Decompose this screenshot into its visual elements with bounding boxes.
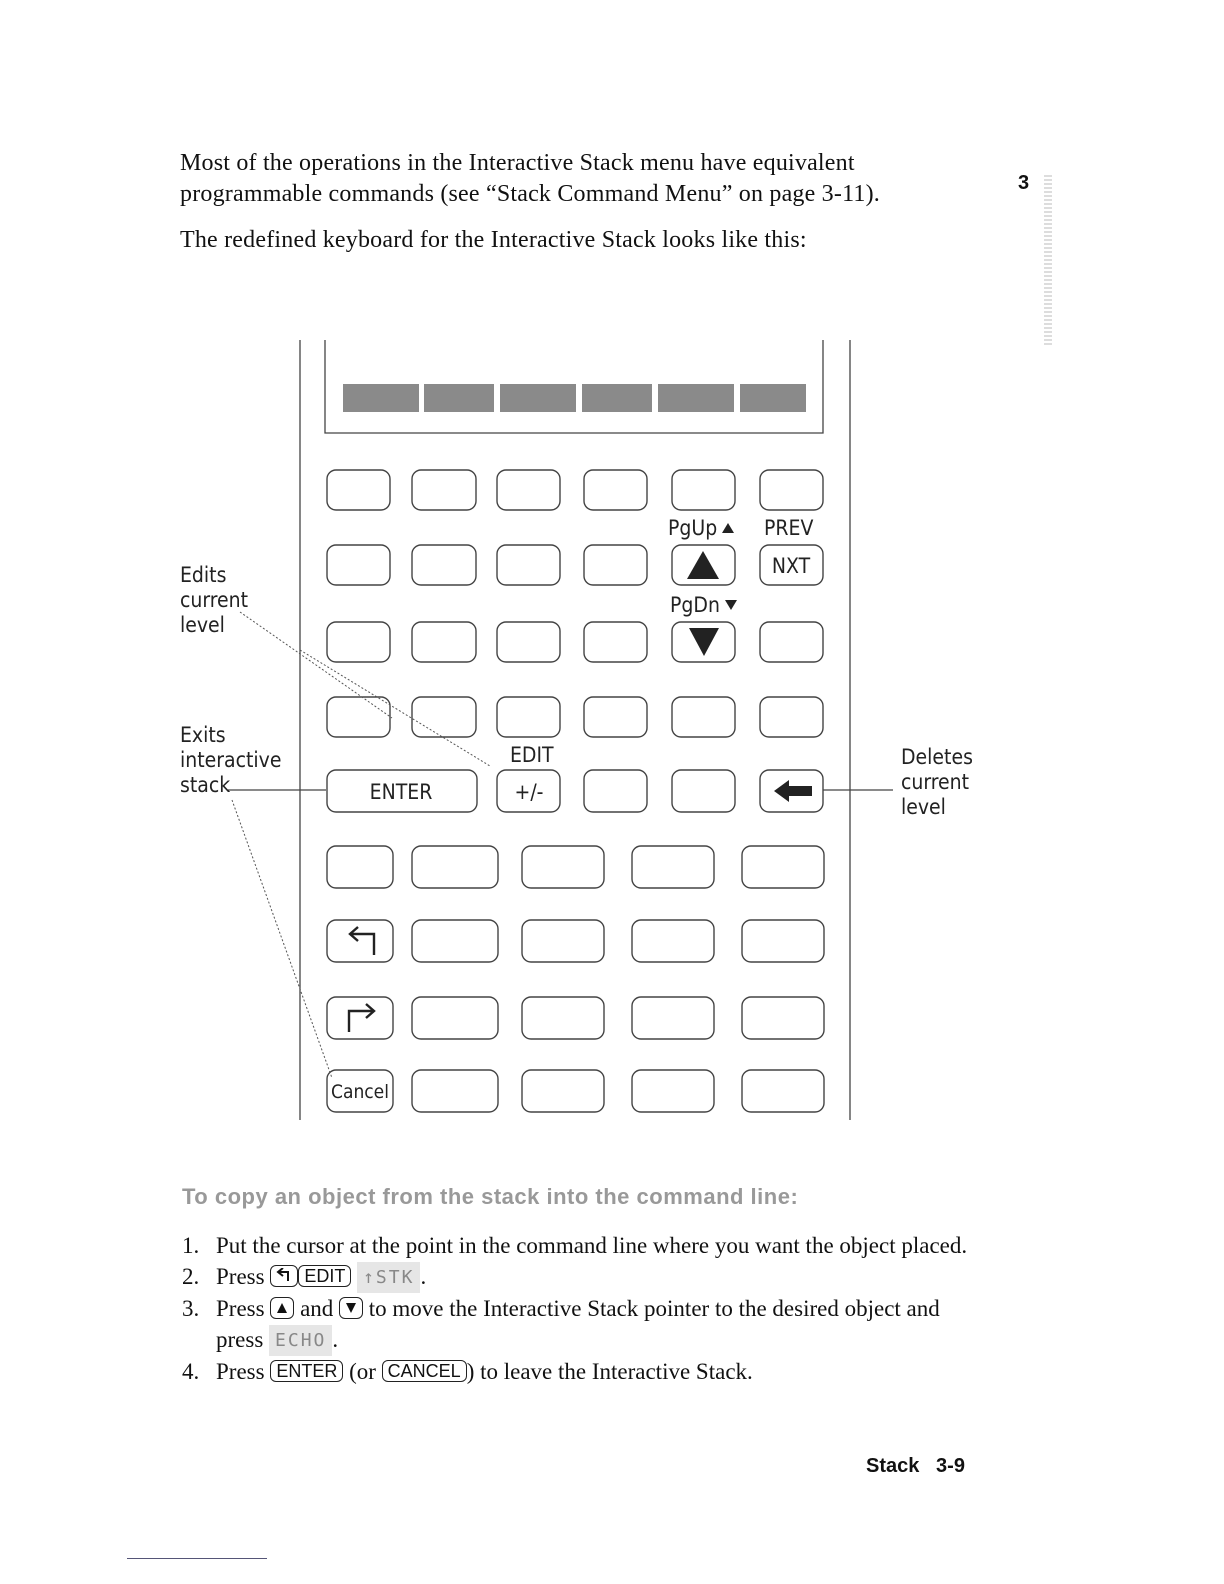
keyboard-key — [327, 470, 390, 510]
pgup-triangle-icon — [722, 523, 734, 533]
keyboard-key — [632, 846, 714, 888]
menu-label-bar — [658, 384, 734, 412]
pgdn-label: PgDn — [670, 593, 720, 617]
step-number: 2. — [182, 1264, 200, 1289]
step-3 — [182, 1293, 982, 1356]
left-shift-key-glyph — [270, 1265, 298, 1287]
keyboard-key — [742, 997, 824, 1039]
prev-label: PREV — [764, 516, 814, 540]
keyboard-key — [412, 997, 498, 1039]
pgup-label: PgUp — [668, 516, 718, 540]
footer-section: Stack — [866, 1455, 920, 1477]
bottom-rule — [127, 1558, 267, 1559]
edits-callout-line3: level — [180, 613, 225, 637]
exits-callout-line1: Exits — [180, 723, 226, 747]
down-arrow-key-glyph — [339, 1297, 363, 1319]
plus-minus-label: +/- — [514, 780, 544, 804]
deletes-callout-line3: level — [901, 795, 946, 819]
keyboard-key — [672, 697, 735, 737]
step-text: Press — [216, 1296, 265, 1321]
keyboard-key — [584, 622, 647, 662]
stk-menu-key: ↑STK — [357, 1262, 420, 1293]
left-shift-arrow-icon — [276, 1268, 292, 1282]
echo-menu-key: ECHO — [269, 1325, 332, 1356]
menu-label-bars — [343, 384, 806, 412]
right-shift-arrow-icon — [349, 1004, 374, 1032]
up-arrow-key-glyph — [270, 1297, 294, 1319]
exits-callout — [180, 723, 281, 798]
keyboard-key — [412, 1070, 498, 1112]
step-text: Press — [216, 1359, 265, 1384]
keyboard-key — [760, 470, 823, 510]
keyboard-key — [497, 545, 560, 585]
edit-label: EDIT — [510, 743, 554, 767]
keyboard-key — [522, 997, 604, 1039]
step-text: Press — [216, 1264, 265, 1289]
left-shift-arrow-icon — [350, 927, 374, 955]
cancel-key-glyph: CANCEL — [382, 1360, 467, 1382]
keyboard-key — [497, 470, 560, 510]
menu-label-bar — [343, 384, 419, 412]
keyboard-key — [327, 622, 390, 662]
keyboard-key — [742, 920, 824, 962]
step-number: 4. — [182, 1359, 200, 1384]
keyboard-key — [672, 770, 735, 812]
exits-callout-diagonal — [232, 800, 332, 1078]
deletes-callout-line1: Deletes — [901, 745, 973, 769]
intro-paragraph-1: Most of the operations in the Interactive Stack menu have equivalent programmable commands (see “Stack Command Menu” on page 3-11). — [180, 150, 880, 207]
chapter-tab-number: 3 — [1018, 172, 1030, 194]
keyboard-key — [584, 545, 647, 585]
keyboard-key — [412, 545, 476, 585]
edits-callout-line-1 — [240, 612, 392, 718]
menu-label-bar — [500, 384, 576, 412]
keyboard-key — [584, 770, 647, 812]
keyboard-key — [760, 622, 823, 662]
step-number: 3. — [182, 1296, 200, 1321]
up-triangle-icon — [276, 1302, 288, 1314]
up-triangle-icon — [687, 551, 719, 579]
exits-callout-line2: interactive — [180, 748, 282, 772]
backspace-arrow-icon — [774, 780, 812, 802]
down-triangle-icon — [689, 628, 719, 656]
step-number: 1. — [182, 1233, 200, 1258]
step-text: Put the cursor at the point in the command line where you want the object placed. — [216, 1233, 968, 1258]
page-footer — [866, 1455, 965, 1478]
keyboard-key — [742, 846, 824, 888]
step-1 — [182, 1230, 982, 1261]
keyboard-key — [497, 697, 560, 737]
exits-callout-line3: stack — [180, 773, 231, 797]
keyboard-key — [584, 697, 647, 737]
steps-list — [182, 1230, 982, 1387]
enter-key-glyph: ENTER — [270, 1360, 343, 1382]
step-text: (or — [349, 1359, 376, 1384]
step-4 — [182, 1356, 982, 1387]
step-text: and — [300, 1296, 334, 1321]
step-text: . — [332, 1327, 339, 1352]
keyboard-key — [412, 920, 498, 962]
edits-callout-line2: current — [180, 588, 249, 612]
keyboard-key — [522, 846, 604, 888]
left-shift-key — [327, 920, 393, 962]
keyboard-key — [522, 920, 604, 962]
keyboard-key — [742, 1070, 824, 1112]
section-heading: To copy an object from the stack into the command line: — [182, 1184, 799, 1209]
keyboard-key — [327, 697, 390, 737]
cancel-label: Cancel — [331, 1081, 389, 1103]
keyboard-key — [412, 470, 476, 510]
keyboard-key — [412, 697, 476, 737]
menu-label-bar — [582, 384, 652, 412]
down-triangle-icon — [345, 1302, 357, 1314]
nxt-label: NXT — [771, 554, 811, 578]
keyboard-key — [584, 470, 647, 510]
pgdn-triangle-icon — [725, 600, 737, 610]
deletes-callout-line2: current — [901, 770, 970, 794]
menu-label-bar — [424, 384, 494, 412]
edits-callout — [180, 563, 248, 638]
keyboard-key — [760, 697, 823, 737]
right-shift-key — [327, 997, 393, 1039]
step-text: to move the Interactive Stack pointer to the desired object and press — [216, 1296, 940, 1352]
keyboard-key — [522, 1070, 604, 1112]
edits-callout-line1: Edits — [180, 563, 227, 587]
keyboard-key — [632, 997, 714, 1039]
keyboard-key — [412, 846, 498, 888]
footer-page-number: 3-9 — [936, 1455, 965, 1477]
enter-label: ENTER — [369, 780, 433, 804]
edits-callout-line-2 — [300, 650, 490, 766]
step-2 — [182, 1261, 982, 1293]
edit-key-glyph: EDIT — [298, 1265, 351, 1287]
step-text: . — [420, 1264, 427, 1289]
keyboard-key — [327, 545, 390, 585]
deletes-callout — [901, 745, 973, 820]
keyboard-key — [497, 622, 560, 662]
step-text: ) to leave the Interactive Stack. — [466, 1359, 753, 1384]
keyboard-key — [672, 470, 735, 510]
keyboard-key — [412, 622, 476, 662]
keyboard-key — [327, 846, 393, 888]
keyboard-key — [632, 920, 714, 962]
menu-label-bar — [740, 384, 806, 412]
keyboard-key — [632, 1070, 714, 1112]
intro-paragraph-2: The redefined keyboard for the Interactive Stack looks like this: — [180, 227, 807, 253]
